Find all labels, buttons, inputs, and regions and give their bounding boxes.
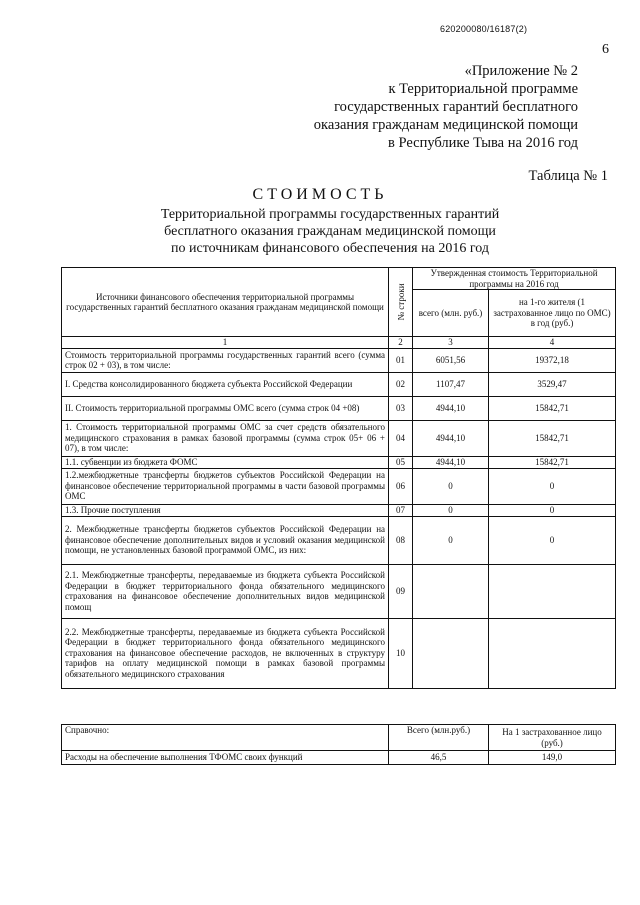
reference-table (61, 724, 616, 765)
row-total: 6051,56 (413, 348, 489, 372)
document-title: СТОИМОСТЬ (252, 186, 388, 203)
row-total (413, 618, 489, 688)
table-row (62, 396, 616, 420)
row-source: 2.1. Межбюджетные трансферты, передаваемые из бюджета субъекта Российской Федерации в бюджет территориального фонда обязательного медицинского страхования на финансовое обеспечение дополнительных видов медицинской помощ (62, 564, 389, 618)
row-number: 06 (389, 468, 413, 504)
row-source: I. Средства консолидированного бюджета субъекта Российской Федерации (62, 372, 389, 396)
reference-row-per-insured: 149,0 (489, 751, 616, 765)
appendix-header (218, 62, 578, 152)
row-total: 1107,47 (413, 372, 489, 396)
column-number: 1 (62, 337, 389, 349)
row-per-capita: 15842,71 (489, 396, 616, 420)
row-per-capita: 0 (489, 504, 616, 516)
row-source: 2.2. Межбюджетные трансферты, передаваемые из бюджета субъекта Российской Федерации в бюджет территориального фонда обязательного медицинского страхования на финансовое обеспечение расходов, не включенных в структуру тарифов на оплату медицинской помощи в рамках базовой программы обязательного медицинского страхования (62, 618, 389, 688)
row-number: 10 (389, 618, 413, 688)
table-row (62, 504, 616, 516)
table-row (62, 564, 616, 618)
header-source: Источники финансового обеспечения территориальной программы государственных гарантий бесплатного оказания гражданам медицинской помощи (62, 268, 389, 337)
row-per-capita: 19372,18 (489, 348, 616, 372)
row-total: 4944,10 (413, 396, 489, 420)
header-row-number (389, 268, 413, 337)
row-per-capita: 0 (489, 516, 616, 564)
header-per-capita: на 1-го жителя (1 застрахованное лицо по ОМС) в год (руб.) (489, 290, 616, 337)
column-number-row (62, 337, 616, 349)
appendix-line: оказания гражданам медицинской помощи (313, 117, 578, 133)
reference-row-total: 46,5 (389, 751, 489, 765)
row-number: 05 (389, 456, 413, 468)
row-number: 07 (389, 504, 413, 516)
row-source: 1.3. Прочие поступления (62, 504, 389, 516)
table-row (62, 348, 616, 372)
row-per-capita: 15842,71 (489, 420, 616, 456)
table-row (62, 516, 616, 564)
table-row (62, 618, 616, 688)
header-row-number-label: № строки (395, 283, 406, 321)
row-per-capita: 0 (489, 468, 616, 504)
row-number: 03 (389, 396, 413, 420)
table-row (62, 468, 616, 504)
page-number: 6 (602, 42, 609, 57)
appendix-line: «Приложение № 2 (464, 63, 578, 79)
row-source: 2. Межбюджетные трансферты бюджетов субъектов Российской Федерации на финансовое обеспечение дополнительных видов и условий оказания медицинской помощи, не установленных базовой программой ОМС, из них: (62, 516, 389, 564)
row-number: 01 (389, 348, 413, 372)
row-total: 0 (413, 516, 489, 564)
row-source: Стоимость территориальной программы государственных гарантий всего (сумма строк 02 + 03), в том числе: (62, 348, 389, 372)
row-total: 4944,10 (413, 420, 489, 456)
subtitle-line: по источникам финансового обеспечения на 2016 год (171, 241, 489, 256)
table-row (62, 456, 616, 468)
row-per-capita: 3529,47 (489, 372, 616, 396)
row-number: 02 (389, 372, 413, 396)
row-total: 0 (413, 468, 489, 504)
reference-total-header: Всего (млн.руб.) (389, 725, 489, 751)
row-number: 09 (389, 564, 413, 618)
reference-row-label: Расходы на обеспечение выполнения ТФОМС своих функций (62, 751, 389, 765)
row-per-capita (489, 564, 616, 618)
row-per-capita (489, 618, 616, 688)
table-label: Таблица № 1 (528, 168, 608, 184)
row-per-capita: 15842,71 (489, 456, 616, 468)
reference-row (62, 751, 616, 765)
appendix-line: к Территориальной программе (388, 81, 578, 97)
reference-per-insured-header: На 1 застрахованное лицо (руб.) (489, 725, 616, 751)
appendix-line: государственных гарантий бесплатного (334, 99, 578, 115)
reference-header-row (62, 725, 616, 751)
column-number: 4 (489, 337, 616, 349)
row-total: 0 (413, 504, 489, 516)
subtitle-line: Территориальной программы государственных гарантий (160, 207, 500, 222)
header-approved-cost: Утвержденная стоимость Территориальной программы на 2016 год (413, 268, 616, 290)
column-number: 3 (413, 337, 489, 349)
cost-table (61, 267, 616, 689)
reference-label-header: Справочно: (62, 725, 389, 751)
appendix-line: в Республике Тыва на 2016 год (388, 135, 578, 151)
table-row (62, 372, 616, 396)
row-number: 04 (389, 420, 413, 456)
row-source: II. Стоимость территориальной программы ОМС всего (сумма строк 04 +08) (62, 396, 389, 420)
table-row (62, 420, 616, 456)
header-total: всего (млн. руб.) (413, 290, 489, 337)
header-row (62, 268, 616, 290)
row-total (413, 564, 489, 618)
row-source: 1.1. субвенции из бюджета ФОМС (62, 456, 389, 468)
subtitle-line: бесплатного оказания гражданам медицинской помощи (164, 224, 496, 239)
row-number: 08 (389, 516, 413, 564)
row-source: 1. Стоимость территориальной программы ОМС за счет средств обязательного медицинского страхования в рамках базовой программы (сумма строк 05+ 06 + 07), в том числе: (62, 420, 389, 456)
row-total: 4944,10 (413, 456, 489, 468)
column-number: 2 (389, 337, 413, 349)
row-source: 1.2.межбюджетные трансферты бюджетов субъектов Российской Федерации на финансовое обеспечение территориальной программы в части базовой программы ОМС (62, 468, 389, 504)
document-subtitle (120, 206, 540, 257)
document-id: 620200080/16187(2) (440, 24, 528, 34)
